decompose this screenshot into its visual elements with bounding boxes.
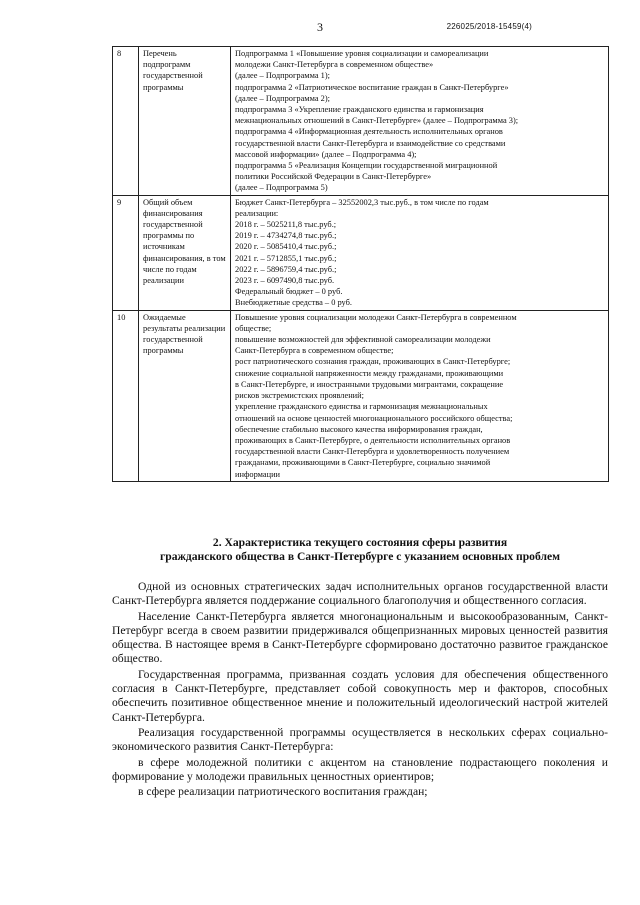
content-line: обеспечение стабильно высокого качества информирования граждан, [235,424,483,434]
content-line: (далее – Подпрограмма 2); [235,93,330,103]
row-content [231,195,609,310]
content-line: в Санкт-Петербурге, и иностранными трудовыми мигрантами, сокращение [235,379,504,389]
content-line: реализации: [235,208,279,218]
row-content [231,47,609,196]
paragraph: в сфере реализации патриотического воспитания граждан; [138,785,428,799]
content-line: молодежи Санкт-Петербурга в современном обществе» [235,60,434,70]
document-code: 226025/2018-15459(4) [446,22,532,31]
content-line: рост патриотического сознания граждан, проживающих в Санкт-Петербурге; [235,357,511,367]
content-line: снижение социальной напряженности между гражданами, проживающими [235,368,504,378]
paragraph: в сфере молодежной политики с акцентом на становление подрастающего поколения и формирование у молодежи правильных ценностных ориентиров; [112,755,608,783]
content-line: (далее – Подпрограмма 5) [235,183,328,193]
content-line: проживающих в Санкт-Петербурге, о деятельности исполнительных органов [235,435,511,445]
content-line: Федеральный бюджет – 0 руб. [235,287,343,297]
section-title-line: 2. Характеристика текущего состояния сферы развития [212,536,508,549]
content-line: информации [235,469,281,479]
row-number: 8 [113,47,139,196]
content-line: повышение возможностей для эффективной самореализации молодежи [235,335,491,345]
row-name: Перечень подпрограмм государственной программы [139,47,231,196]
content-line: 2021 г. – 5712855,1 тыс.руб.; [235,253,337,263]
paragraph: Население Санкт-Петербурга является многонациональным и высокообразованным, Санкт-Петербург всегда в своем развитии придерживался общепризнанных мировых ценностей развития общества. В настоящее время в Санкт-Петербурге сформировано достаточно развитое гражданское общество. [112,609,608,666]
table-row [113,195,609,310]
content-line: (далее – Подпрограмма 1); [235,71,330,81]
content-line: 2022 г. – 5896759,4 тыс.руб.; [235,264,337,274]
content-line: государственной власти Санкт-Петербурга и удовлетворенность получением [235,447,510,457]
content-line: государственной власти Санкт-Петербурга и взаимодействие со средствами [235,138,506,148]
content-line: Санкт-Петербурга в современном обществе; [235,346,394,356]
content-line: Подпрограмма 1 «Повышение уровня социализации и самореализации [235,49,489,58]
content-line: подпрограмма 5 «Реализация Концепции государственной миграционной [235,161,498,171]
row-name: Общий объем финансирования государственной программы по источникам финансирования, в том числе по годам реализации [139,195,231,310]
content-line: 2023 г. – 6097490,8 тыс.руб. [235,276,335,286]
content-line: рисков экстремистских проявлений; [235,391,364,401]
paragraph: Государственная программа, призванная создать условия для обеспечения общественного согласия в Санкт-Петербурге, представляет собой совокупность мер и факторов, способных обеспечить позитивное общественное мнение и положительный идеологический настрой жителей Санкт-Петербурга. [112,667,608,724]
content-line: подпрограмма 2 «Патриотическое воспитание граждан в Санкт-Петербурге» [235,82,509,92]
content-line: межнациональных отношений в Санкт-Петербурге» (далее – Подпрограмма 3); [235,116,519,126]
paragraph: Реализация государственной программы осуществляется в нескольких сферах социально-экономического развития Санкт-Петербурга: [112,725,608,754]
row-name: Ожидаемые результаты реализации государственной программы [139,310,231,481]
content-line: Повышение уровня социализации молодежи Санкт-Петербурга в современном [235,312,517,322]
content-line: политики Российской Федерации в Санкт-Петербурге» [235,172,432,182]
content-line: укрепление гражданского единства и гармонизация межнациональных [235,402,488,412]
page-number: 3 [317,20,323,34]
content-line: 2018 г. – 5025211,8 тыс.руб.; [235,220,337,230]
content-line: подпрограмма 3 «Укрепление гражданского единства и гармонизация [235,105,484,115]
content-line: 2019 г. – 4734274,8 тыс.руб.; [235,231,337,241]
content-line: гражданами, проживающими в Санкт-Петербурге, социально значимой [235,458,491,468]
section-body [112,580,608,800]
row-number: 9 [113,195,139,310]
program-passport-table [112,46,609,482]
content-line: Внебюджетные средства – 0 руб. [235,298,352,308]
paragraph: Одной из основных стратегических задач исполнительных органов государственной власти Санкт-Петербурга является поддержание социального благополучия и общественного согласия. [112,580,608,608]
row-content [231,310,609,481]
content-line: 2020 г. – 5085410,4 тыс.руб.; [235,242,337,252]
content-line: Бюджет Санкт-Петербурга – 32552002,3 тыс.руб., в том числе по годам [235,197,489,207]
content-line: отношений на основе ценностей многонационального российского общества; [235,413,513,423]
section-title-line: гражданского общества в Санкт-Петербурге с указанием основных проблем [159,550,561,563]
content-line: подпрограмма 4 «Информационная деятельность исполнительных органов [235,127,503,137]
table-row [113,310,609,481]
content-line: обществе; [235,323,272,333]
table-row [113,47,609,196]
section-title [112,536,608,564]
row-number: 10 [113,310,139,481]
content-line: массовой информации» (далее – Подпрограмма 4); [235,149,417,159]
